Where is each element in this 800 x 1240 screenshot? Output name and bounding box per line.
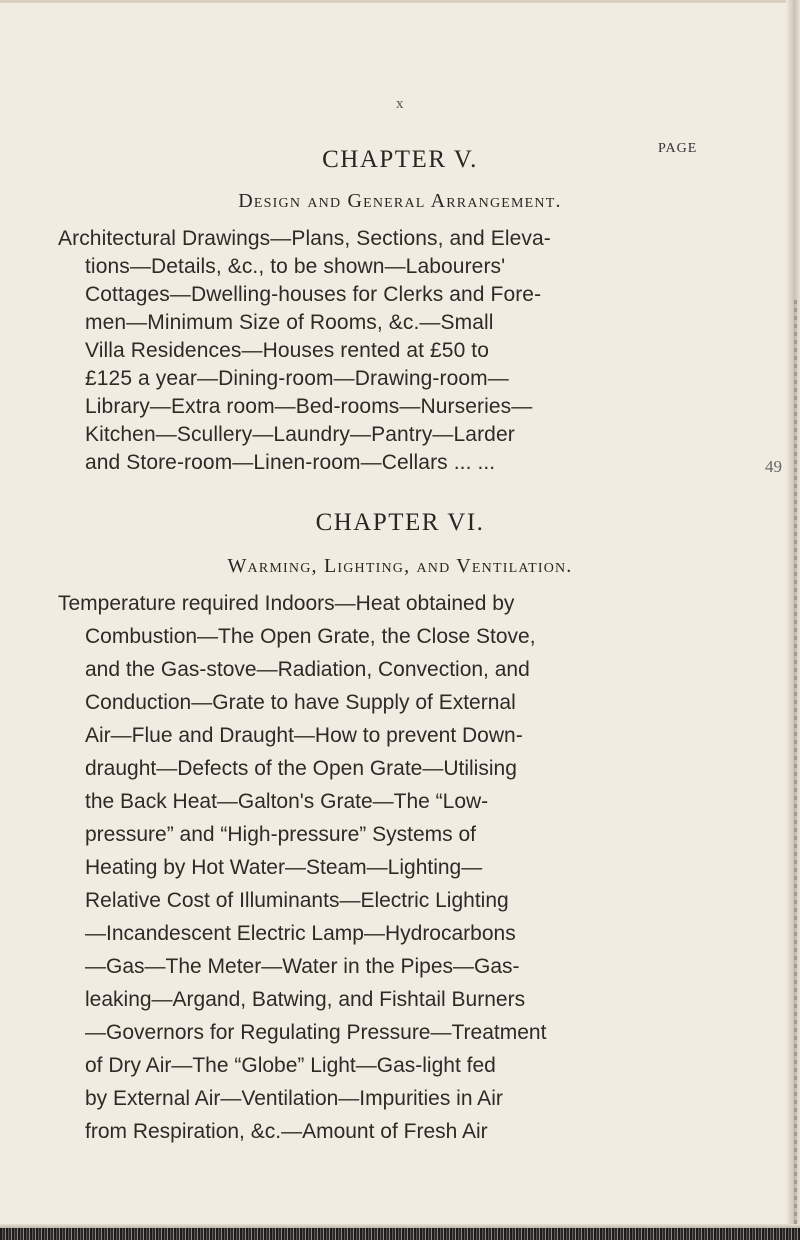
- page-column-label: PAGE: [658, 141, 698, 156]
- chapter-vi-title: CHAPTER VI.: [315, 509, 485, 536]
- folio-numeral: x: [396, 96, 404, 112]
- contents-line: and Store-room—Linen-room—Cellars ... ...: [85, 451, 496, 474]
- page-right-edge: [786, 0, 800, 1240]
- contents-line: Library—Extra room—Bed-rooms—Nurseries—: [85, 395, 533, 418]
- contents-line: Kitchen—Scullery—Laundry—Pantry—Larder: [85, 423, 515, 446]
- page-bottom-edge: [0, 1228, 800, 1240]
- contents-line: Relative Cost of Illuminants—Electric Lighting: [85, 889, 509, 912]
- contents-line: —Governors for Regulating Pressure—Treatment: [85, 1021, 547, 1044]
- contents-line: £125 a year—Dining-room—Drawing-room—: [85, 367, 509, 390]
- contents-line: Architectural Drawings—Plans, Sections, and Eleva-: [58, 227, 551, 250]
- contents-line: Heating by Hot Water—Steam—Lighting—: [85, 856, 483, 879]
- contents-line: and the Gas-stove—Radiation, Convection, and: [85, 658, 530, 681]
- page-top-edge: [0, 0, 800, 3]
- contents-line: draught—Defects of the Open Grate—Utilising: [85, 757, 517, 780]
- chapter-vi-subtitle: Warming, Lighting, and Ventilation.: [227, 555, 573, 577]
- contents-line: Villa Residences—Houses rented at £50 to: [85, 339, 490, 362]
- contents-line: pressure” and “High-pressure” Systems of: [85, 823, 476, 846]
- contents-line: the Back Heat—Galton's Grate—The “Low-: [85, 790, 489, 813]
- contents-line: —Gas—The Meter—Water in the Pipes—Gas-: [85, 955, 520, 978]
- contents-line: Air—Flue and Draught—How to prevent Down-: [85, 724, 523, 747]
- contents-line: Temperature required Indoors—Heat obtained by: [58, 592, 515, 615]
- contents-line: —Incandescent Electric Lamp—Hydrocarbons: [85, 922, 516, 945]
- contents-line: of Dry Air—The “Globe” Light—Gas-light fed: [85, 1054, 496, 1077]
- contents-line: Conduction—Grate to have Supply of External: [85, 691, 516, 714]
- contents-line: men—Minimum Size of Rooms, &c.—Small: [85, 311, 494, 334]
- contents-line: from Respiration, &c.—Amount of Fresh Air: [85, 1120, 488, 1143]
- contents-line: Combustion—The Open Grate, the Close Stove,: [85, 625, 536, 648]
- contents-line: leaking—Argand, Batwing, and Fishtail Burners: [85, 988, 526, 1011]
- contents-line: Cottages—Dwelling-houses for Clerks and Fore-: [85, 283, 542, 306]
- chapter-v-page-number: 49: [765, 457, 782, 476]
- chapter-v-subtitle: Design and General Arrangement.: [238, 190, 562, 212]
- contents-line: tions—Details, &c., to be shown—Labourers': [85, 255, 506, 278]
- chapter-v-title: CHAPTER V.: [322, 146, 478, 173]
- contents-line: by External Air—Ventilation—Impurities in Air: [85, 1087, 503, 1110]
